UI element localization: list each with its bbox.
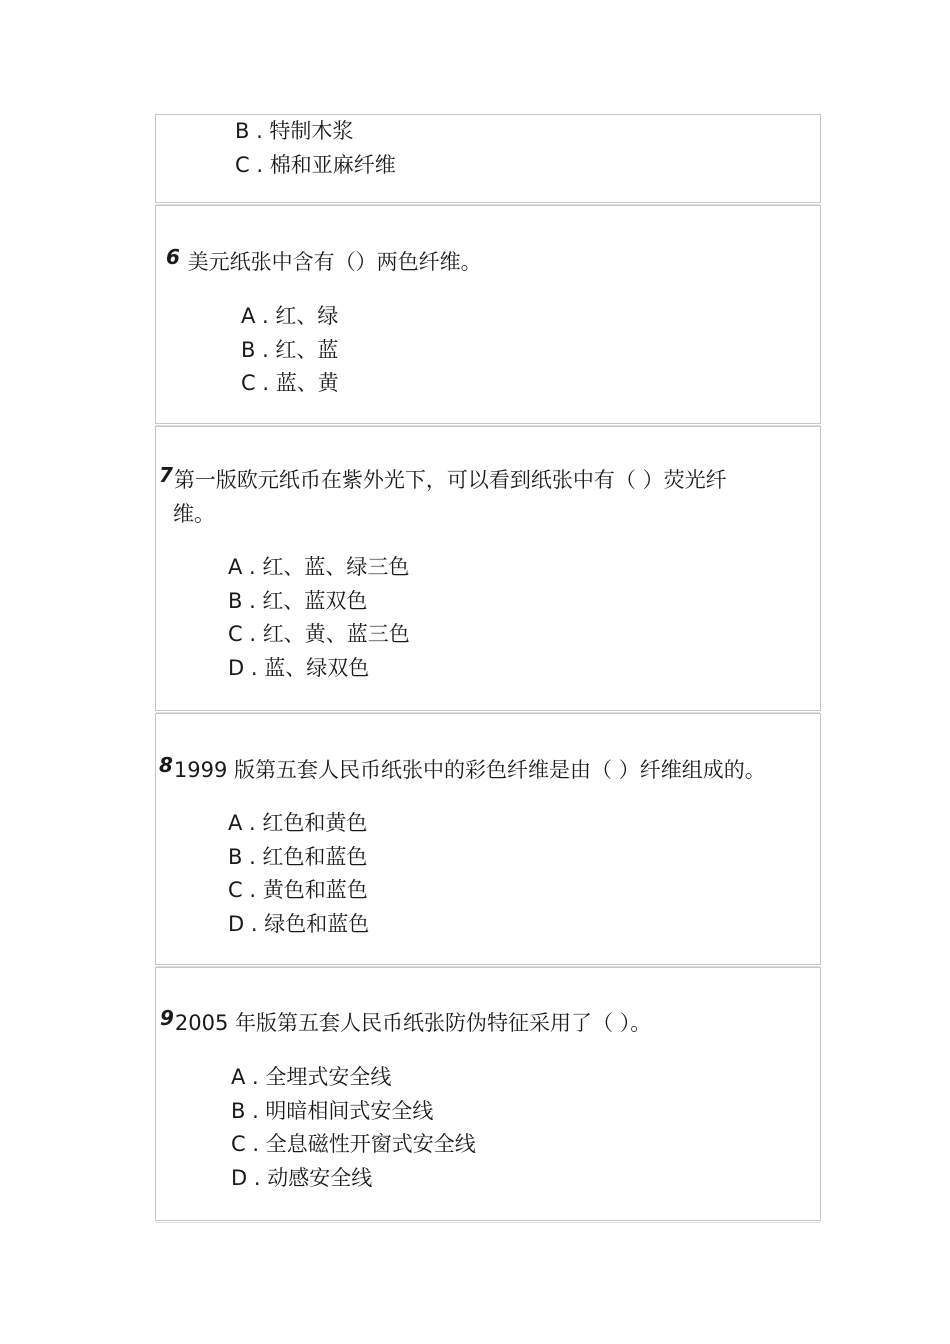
question-card-9: [155, 967, 821, 1221]
options-list: [241, 300, 339, 401]
question-text: 美元纸张中含有（）两色纤维。: [187, 250, 482, 274]
question-number: 9: [160, 1006, 174, 1030]
question-card-6: [155, 205, 821, 424]
option-c: C . 红、黄、蓝三色: [228, 622, 410, 646]
option-a: A . 红色和黄色: [228, 811, 368, 835]
option-c: C . 全息磁性开窗式安全线: [231, 1132, 476, 1156]
question-card-7: [155, 426, 821, 711]
question-8-stem: [159, 753, 766, 787]
option-b: B . 特制木浆: [235, 119, 354, 143]
question-number: 8: [159, 753, 173, 777]
options-list: [228, 807, 369, 941]
options-list: [235, 115, 396, 182]
question-text: 2005 年版第五套人民币纸张防伪特征采用了（ ）。: [174, 1011, 652, 1035]
option-d: D . 绿色和蓝色: [228, 911, 370, 936]
option-d: D . 蓝、绿双色: [228, 655, 370, 680]
options-list: [231, 1061, 476, 1195]
option-b: B . 红、蓝: [241, 337, 339, 362]
question-card-8: [155, 713, 821, 965]
question-number: 6: [166, 245, 180, 269]
option-c: C . 棉和亚麻纤维: [235, 152, 396, 177]
option-a: A . 红、蓝、绿三色: [228, 555, 410, 579]
question-card-5: [155, 114, 821, 203]
option-b: B . 明暗相间式安全线: [231, 1098, 434, 1123]
option-c: C . 黄色和蓝色: [228, 878, 368, 902]
option-a: A . 红、绿: [241, 304, 339, 328]
question-6-stem: [166, 245, 482, 279]
options-list: [228, 551, 410, 685]
option-b: B . 红、蓝双色: [228, 588, 368, 613]
question-text-continuation: 维。: [173, 502, 215, 526]
option-b: B . 红色和蓝色: [228, 844, 368, 869]
question-text: 第一版欧元纸币在紫外光下，可以看到纸张中有（ ）荧光纤: [173, 468, 727, 492]
option-d: D . 动感安全线: [231, 1165, 373, 1190]
question-number: 7: [159, 463, 173, 487]
question-9-stem: [160, 1006, 651, 1040]
option-c: C . 蓝、黄: [241, 371, 339, 395]
question-text: 1999 版第五套人民币纸张中的彩色纤维是由（ ）纤维组成的。: [173, 758, 766, 782]
option-a: A . 全埋式安全线: [231, 1065, 392, 1089]
quiz-list: [155, 114, 821, 1223]
question-7-stem: [159, 463, 727, 531]
